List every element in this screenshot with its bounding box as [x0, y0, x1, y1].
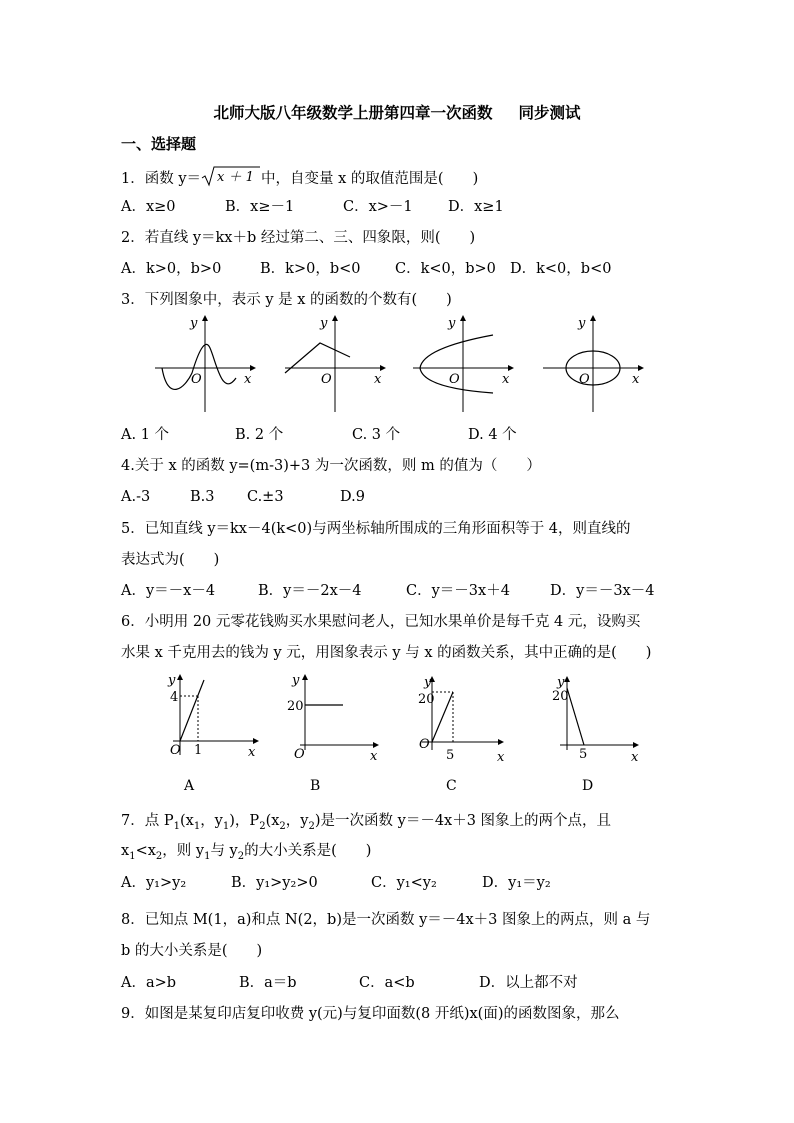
radicand-text: x ＋ 1 [217, 170, 254, 185]
q5-option-d[interactable]: D．y＝－3x－4 [550, 583, 655, 599]
y-axis-label: y [578, 316, 586, 331]
q6-graph-d [545, 670, 650, 762]
q7-option-a[interactable]: A．y₁>y₂ [121, 875, 187, 891]
question-8-line-1: 8．已知点 M(1，a)和点 N(2，b)是一次函数 y＝－4x＋3 图象上的两点，则 a 与 [121, 912, 651, 928]
q6-graph-a [160, 670, 265, 762]
q3-option-a[interactable]: A. 1 个 [121, 427, 170, 443]
question-5-line-1: 5．已知直线 y＝kx－4(k<0)与两坐标轴所围成的三角形面积等于 4，则直线的 [121, 521, 631, 537]
q7-option-b[interactable]: B．y₁>y₂>0 [231, 875, 318, 891]
q2-option-a[interactable]: A．k>0，b>0 [121, 261, 222, 277]
q4-option-b[interactable]: B.3 [190, 489, 215, 505]
q2-option-c[interactable]: C．k<0，b>0 [395, 261, 496, 277]
q3-option-d[interactable]: D. 4 个 [468, 427, 517, 443]
question-2: 2．若直线 y＝kx＋b 经过第二、三、四象限，则( ) [121, 230, 476, 246]
origin-label: O [449, 372, 460, 387]
tick-label: 5 [579, 747, 588, 762]
question-3: 3．下列图象中，表示 y 是 x 的函数的个数有( ) [121, 292, 452, 308]
x-axis-label: x [244, 372, 252, 387]
x-axis-label: x [374, 372, 382, 387]
q3-option-c[interactable]: C. 3 个 [352, 427, 401, 443]
question-6-line-2: 水果 x 千克用去的钱为 y 元，用图象表示 y 与 x 的函数关系，其中正确的是( ) [121, 645, 652, 661]
tick-label: 1 [194, 743, 203, 758]
q5-option-b[interactable]: B．y＝－2x－4 [258, 583, 362, 599]
q1-option-d[interactable]: D．x≥1 [448, 199, 504, 215]
y-axis-label: y [424, 675, 432, 690]
tick-label: 20 [287, 699, 304, 714]
x-axis-label: x [632, 372, 640, 387]
question-4: 4.关于 x 的函数 y=(m-3)+3 为一次函数，则 m 的值为（ ） [121, 458, 541, 474]
title-sub: 同步测试 [518, 104, 581, 122]
q8-option-d[interactable]: D．以上都不对 [479, 975, 578, 991]
q6-graph-b [280, 670, 385, 762]
tick-label: 5 [446, 748, 455, 762]
tick-label: 20 [418, 692, 435, 707]
q2-option-d[interactable]: D．k<0，b<0 [510, 261, 612, 277]
y-axis-label: y [168, 673, 176, 688]
y-axis-label: y [190, 316, 198, 331]
q3-graph-3 [408, 313, 518, 415]
y-axis-label: y [320, 316, 328, 331]
x-axis-label: x [497, 750, 505, 762]
origin-label: O [579, 372, 590, 387]
q3-graph-4 [538, 313, 648, 415]
q1-option-a[interactable]: A．x≥0 [121, 199, 176, 215]
q3-graph-1 [150, 313, 260, 415]
origin-label: O [294, 747, 305, 762]
sqrt-expression [201, 165, 261, 193]
question-7-line-2: $x_1<x_2$，则 $y_1$与 $y_2$的大小关系是( ) [121, 843, 372, 862]
origin-label: O [191, 372, 202, 387]
q4-option-c[interactable]: C.±3 [247, 489, 284, 505]
origin-label: O [170, 743, 181, 758]
q3-graph-2 [280, 313, 390, 415]
q2-option-b[interactable]: B．k>0，b<0 [260, 261, 361, 277]
x-axis-label: x [502, 372, 510, 387]
question-5-line-2: 表达式为( ) [121, 552, 220, 568]
q3-option-b[interactable]: B. 2 个 [235, 427, 284, 443]
q6-caption-d[interactable]: D [582, 778, 594, 794]
x-axis-label: x [370, 749, 378, 762]
q5-option-a[interactable]: A．y＝－x－4 [121, 583, 216, 599]
q6-caption-a[interactable]: A [184, 778, 195, 794]
q1-option-c[interactable]: C．x>－1 [343, 199, 413, 215]
y-axis-label: y [448, 316, 456, 331]
q8-option-c[interactable]: C．a<b [359, 975, 415, 991]
tick-label: 4 [170, 690, 179, 705]
question-8-line-2: b 的大小关系是( ) [121, 943, 263, 959]
q8-option-b[interactable]: B．a＝b [239, 975, 297, 991]
x-axis-label: x [248, 745, 256, 760]
question-9-line-1: 9．如图是某复印店复印收费 y(元)与复印面数(8 开纸)x(面)的函数图象，那么 [121, 1006, 620, 1022]
q6-caption-b[interactable]: B [310, 778, 321, 794]
question-6-line-1: 6．小明用 20 元零花钱购买水果慰问老人，已知水果单价是每千克 4 元，设购买 [121, 614, 641, 630]
title-main: 北师大版八年级数学上册第四章一次函数 [213, 104, 493, 122]
q8-option-a[interactable]: A．a>b [121, 975, 177, 991]
tick-label: 20 [552, 689, 569, 704]
question-7-line-1: 7．点 $P_1(x_1$，$y_1$)，$P_2(x_2$，$y_2$)是一次函数 y＝－4x＋3 图象上的两个点，且 [121, 813, 612, 832]
q7-option-c[interactable]: C．y₁<y₂ [371, 875, 437, 891]
q6-caption-c[interactable]: C [446, 778, 457, 794]
origin-label: O [419, 737, 430, 752]
question-1 [121, 165, 478, 193]
q1-option-b[interactable]: B．x≥－1 [225, 199, 295, 215]
q1-pre: 1．函数 y＝ [121, 171, 202, 187]
origin-label: O [321, 372, 332, 387]
x-axis-label: x [631, 750, 639, 762]
q4-option-d[interactable]: D.9 [340, 489, 365, 505]
q7-option-d[interactable]: D．y₁＝y₂ [482, 875, 551, 891]
q1-post: 中，自变量 x 的取值范围是( ) [261, 171, 479, 187]
q6-graph-c [410, 670, 515, 762]
section-heading: 一、选择题 [121, 135, 197, 153]
q4-option-a[interactable]: A.-3 [121, 489, 151, 505]
y-axis-label: y [557, 675, 565, 690]
q5-option-c[interactable]: C．y＝－3x＋4 [406, 583, 510, 599]
page-title [0, 101, 794, 123]
y-axis-label: y [292, 673, 300, 688]
